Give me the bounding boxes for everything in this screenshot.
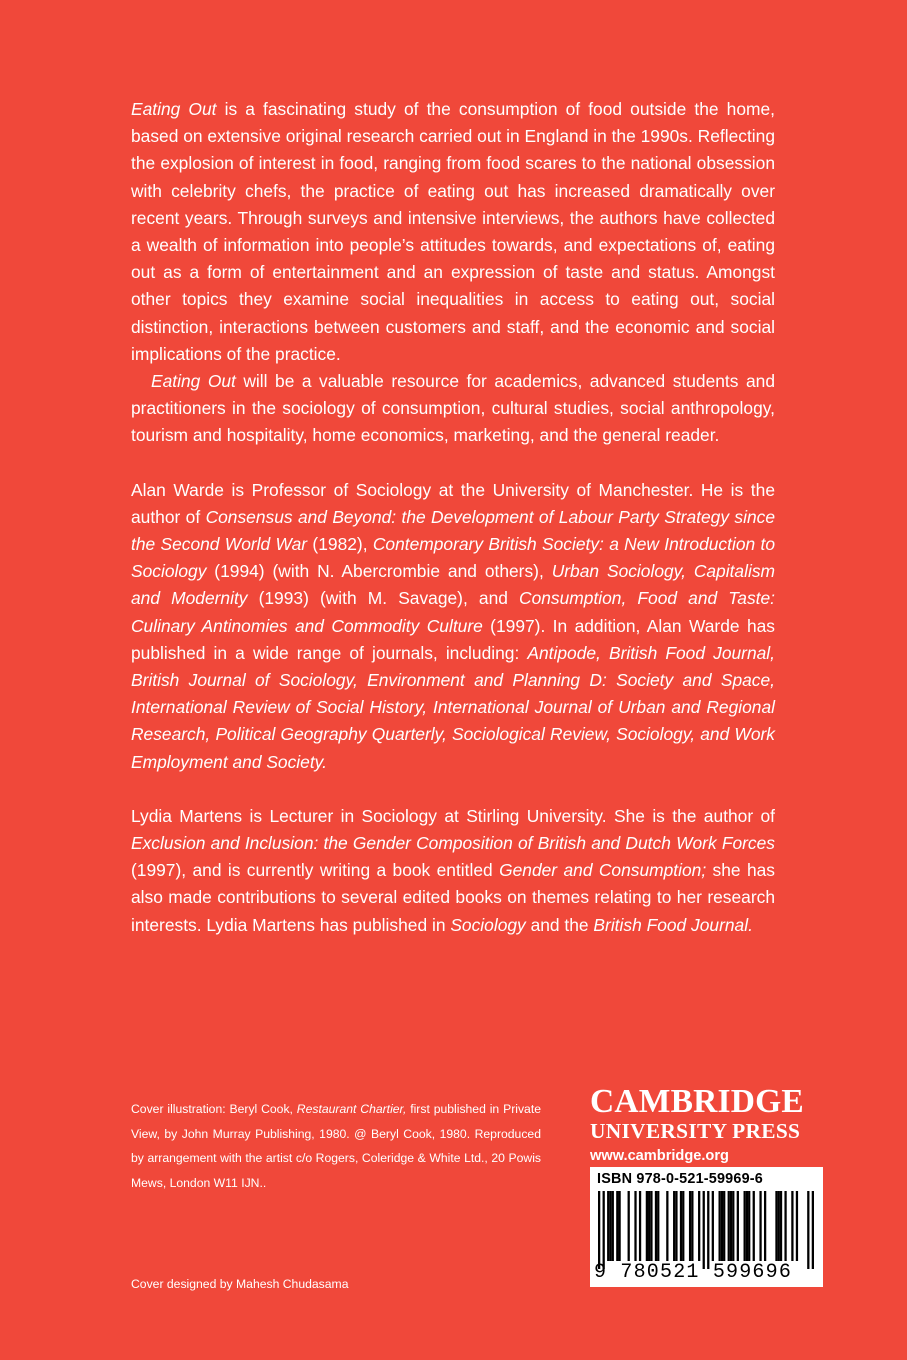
barcode-bar	[618, 1191, 620, 1261]
barcode-bar	[628, 1191, 630, 1261]
publisher-url: www.cambridge.org	[590, 1148, 729, 1164]
italic-title-run: Sociology	[450, 914, 526, 935]
barcode-bar	[682, 1191, 684, 1261]
barcode-bar	[612, 1191, 614, 1261]
barcode-bar	[728, 1191, 730, 1261]
barcode-guard-bar	[603, 1191, 605, 1269]
italic-title-run: Eating Out	[131, 99, 217, 119]
blurb-paragraph-1	[131, 96, 775, 368]
illustration-credit-text	[131, 1097, 541, 1195]
barcode-bar	[748, 1191, 750, 1261]
barcode-bar	[737, 1191, 739, 1261]
italic-title-run: Contemporary British Society: a New Introduction to Sociology	[131, 534, 775, 582]
cover-designer-credit: Cover designed by Mahesh Chudasama	[131, 1277, 349, 1291]
publisher-logo	[590, 1085, 826, 1167]
barcode-bar	[723, 1191, 725, 1261]
barcode-bar	[657, 1191, 659, 1261]
italic-title-run: Antipode, British Food Journal, British Journal of Sociology, Environment and Planning D: Society and Space, International Review of Social History, International Journal of Urban and Regional Research, Political Geography Quarterly, Sociological Review, Sociology, and Work Employment and Society.	[131, 642, 775, 772]
barcode-bar	[648, 1191, 650, 1261]
text-run: she has also made contributions to several edited books on themes relating to her research interests. Lydia Martens has published in	[131, 860, 776, 935]
barcode-bar	[646, 1191, 648, 1261]
barcode-guard-bar	[807, 1191, 809, 1269]
text-run: will be a valuable resource for academics, advanced students and practitioners in the sociology of consumption, cultural studies, social anthropology, tourism and hospitality, home economics, marketing, and the general reader.	[131, 371, 775, 446]
barcode-guard-bar	[707, 1191, 709, 1269]
text-run: (1993) (with M. Savage), and	[247, 588, 520, 609]
barcode-bar	[675, 1191, 677, 1261]
barcode-bar	[691, 1191, 693, 1261]
barcode-bar	[778, 1191, 780, 1261]
barcode-bar	[616, 1191, 618, 1261]
back-cover-blurb	[131, 96, 775, 939]
barcode-bar	[775, 1191, 777, 1261]
barcode-bar	[712, 1191, 714, 1261]
barcode-bar	[673, 1191, 675, 1261]
text-run: Alan Warde is Professor of Sociology at the University of Manchester. He is the author of	[131, 479, 775, 527]
italic-title-run: British Food Journal.	[593, 914, 753, 935]
barcode-bar	[639, 1191, 641, 1261]
italic-title-run: Consensus and Beyond: the Development of Labour Party Strategy since the Second World War	[131, 506, 775, 555]
italic-title-run: Exclusion and Inclusion: the Gender Composition of British and Dutch Work Forces	[131, 833, 775, 854]
italic-title-run: Gender and Consumption;	[499, 860, 707, 881]
barcode-bar	[759, 1191, 761, 1261]
cover-illustration-credit	[131, 1097, 541, 1195]
barcode-bar	[689, 1191, 691, 1261]
barcode-bar	[634, 1191, 636, 1261]
barcode-bar	[666, 1191, 668, 1261]
barcode-bar	[721, 1191, 723, 1261]
isbn-label: ISBN 978-0-521-59969-6	[597, 1171, 763, 1187]
barcode-bar	[796, 1191, 798, 1261]
barcode-bar	[732, 1191, 734, 1261]
publisher-name: CAMBRIDGE	[590, 1083, 804, 1120]
author-bio-martens	[131, 803, 775, 939]
publisher-press: UNIVERSITY PRESS	[590, 1119, 801, 1143]
italic-title-run: Consumption, Food and Taste: Culinary Antinomies and Commodity Culture	[131, 588, 775, 636]
italic-title-run: Restaurant Chartier,	[296, 1102, 407, 1116]
barcode-bar	[655, 1191, 657, 1261]
barcode-bar	[764, 1191, 766, 1261]
text-run: (1997), and is currently writing a book entitled	[131, 860, 500, 881]
barcode-bar	[698, 1191, 700, 1261]
text-run: Cover illustration: Beryl Cook,	[131, 1102, 297, 1116]
barcode-bar	[607, 1191, 609, 1261]
text-run: first published in Private View, by John Murray Publishing, 1980. @ Beryl Cook, 1980. Reproduced by arrangement with the artist c/o Rogers, Coleridge & White Ltd., 20 Powis Mews, London W11 IJN..	[131, 1102, 541, 1190]
text-run: Lydia Martens is Lecturer in Sociology at Stirling University. She is the author of	[131, 805, 775, 826]
text-run: (1994) (with N. Abercrombie and others),	[206, 561, 552, 582]
barcode-bar	[744, 1191, 746, 1261]
barcode-bar	[746, 1191, 748, 1261]
barcode-guard-bar	[812, 1191, 814, 1269]
ean-digits: 9 780521 599696	[594, 1261, 793, 1284]
text-run: is a fascinating study of the consumption of food outside the home, based on extensive original research carried out in England in the 1990s. Reflecting the explosion of interest in food, ranging from food scares to the national obsession with celebrity chefs, the practice of eating out has increased dramatically over recent years. Through surveys and intensive interviews, the authors have collected a wealth of information into people’s attitudes towards, and expectations of, eating out as a form of entertainment and an expression of taste and status. Amongst other topics they examine social inequalities in access to eating out, social distinction, interactions between customers and staff, and the economic and social implications of the practice.	[131, 99, 775, 364]
barcode-bar	[609, 1191, 611, 1261]
barcode-bar	[791, 1191, 793, 1261]
barcode-bar	[784, 1191, 786, 1261]
italic-title-run: Eating Out	[151, 371, 236, 392]
barcode-bar	[650, 1191, 652, 1261]
barcode-guard-bar	[703, 1191, 705, 1269]
barcode-bars	[598, 1191, 814, 1269]
isbn-barcode	[590, 1167, 823, 1287]
author-bio-warde	[131, 477, 775, 776]
text-run: and the	[525, 914, 594, 935]
barcode-bar	[680, 1191, 682, 1261]
text-run: (1982),	[307, 534, 373, 555]
barcode-bar	[753, 1191, 755, 1261]
barcode-bar	[730, 1191, 732, 1261]
text-run: (1997). In addition, Alan Warde has published in a wide range of journals, including:	[131, 615, 775, 663]
barcode-guard-bar	[598, 1191, 600, 1269]
barcode-bar	[780, 1191, 782, 1261]
barcode-bar	[719, 1191, 721, 1261]
blurb-paragraph-2	[131, 368, 775, 450]
italic-title-run: Urban Sociology, Capitalism and Modernity	[131, 561, 775, 609]
